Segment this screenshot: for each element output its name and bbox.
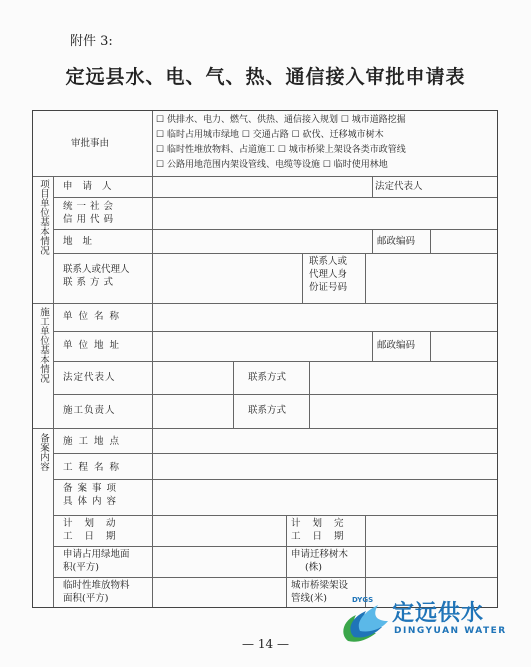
checkbox[interactable]: ☐: [340, 115, 352, 125]
credit-code-label: 统一社会 信用代码: [63, 201, 118, 225]
row-line: [53, 361, 497, 362]
project-section-label: 项目单位基本情况: [38, 179, 49, 255]
construction-section-label: 施工单位基本情况: [38, 307, 49, 383]
row-line: [53, 577, 497, 578]
address-label: 地址: [63, 236, 103, 247]
checkbox[interactable]: ☐: [156, 130, 167, 140]
row-line: [33, 428, 497, 429]
applicant-label: 申请人: [63, 181, 122, 192]
row-line: [33, 176, 497, 177]
checkbox[interactable]: ☐: [322, 160, 334, 170]
checkbox[interactable]: ☐: [156, 160, 167, 170]
unit-name-label: 单位名称: [63, 311, 126, 322]
col-line: [233, 361, 234, 428]
legal-rep-label: 法定代表人: [375, 181, 423, 192]
col-line: [372, 229, 373, 253]
unit-address-label: 单位地址: [63, 340, 126, 351]
col-line: [430, 331, 431, 361]
row-line: [53, 253, 497, 254]
application-form: [32, 110, 498, 608]
attachment-label: 附件 3:: [70, 34, 113, 49]
checkbox[interactable]: ☐: [277, 145, 289, 155]
page-number: — 14 —: [242, 637, 289, 651]
approval-label: 审批事由: [71, 138, 110, 149]
checkbox[interactable]: ☐: [291, 130, 303, 140]
col-line: [302, 253, 303, 303]
checkbox[interactable]: ☐: [241, 130, 253, 140]
manager-label: 施工负责人: [63, 405, 116, 416]
contact-method-label-2: 联系方式: [248, 405, 287, 416]
approval-option-row: ☐ 供排水、电力、燃气、供热、通信接入规划 ☐ 城市道路挖掘: [156, 115, 406, 125]
col-line: [53, 176, 54, 607]
project-name-label: 工程名称: [63, 462, 126, 473]
checkbox[interactable]: ☐: [156, 145, 167, 155]
site-label: 施工地点: [63, 436, 126, 447]
tree-relocation-label: 申请迁移树木 (株): [291, 549, 349, 573]
col-line: [365, 515, 366, 607]
col-line: [430, 229, 431, 253]
row-line: [53, 197, 497, 198]
row-line: [53, 453, 497, 454]
row-line: [53, 394, 497, 395]
col-line: [152, 111, 153, 607]
approval-option-row: ☐ 公路用地范围内架设管线、电缆等设施 ☐ 临时使用林地: [156, 160, 388, 170]
col-line: [372, 331, 373, 361]
row-line: [53, 515, 497, 516]
col-line: [309, 361, 310, 428]
contact-method-label: 联系方式: [248, 372, 287, 383]
row-line: [53, 479, 497, 480]
bridge-pipeline-label: 城市桥梁架设 管线(米): [291, 580, 349, 604]
planned-start-label: 计划动 工日期: [63, 518, 128, 542]
planned-end-label: 计划完 工日期: [291, 518, 356, 542]
filing-section-label: 备案内容: [38, 433, 49, 471]
contact-label: 联系人或代理人 联系方式: [63, 264, 130, 288]
checkbox[interactable]: ☐: [156, 115, 167, 125]
approval-option-row: ☐ 临时性堆放物料、占道施工 ☐ 城市桥梁上架设各类市政管线: [156, 145, 406, 155]
green-area-label: 申请占用绿地面 积(平方): [63, 549, 130, 573]
logo-mark: DYGS: [352, 596, 374, 604]
col-line: [286, 515, 287, 607]
row-line: [53, 546, 497, 547]
logo-name: 定远供水: [392, 601, 485, 626]
logo-subtitle: DINGYUAN WATER: [394, 626, 507, 636]
id-number-label: 联系人或 代理人身 份证号码: [309, 256, 348, 293]
row-line: [33, 303, 497, 304]
postal-code-label: 邮政编码: [377, 236, 416, 247]
col-line: [372, 176, 373, 197]
material-area-label: 临时性堆放物料 面积(平方): [63, 580, 130, 604]
approval-option-row: ☐ 临时占用城市绿地 ☐ 交通占路 ☐ 砍伐、迁移城市树木: [156, 130, 384, 140]
construction-legal-rep-label: 法定代表人: [63, 372, 116, 383]
filing-items-label: 备案事项 具体内容: [63, 483, 122, 507]
form-title: 定远县水、电、气、热、通信接入审批申请表: [65, 66, 466, 88]
postal-code-label-2: 邮政编码: [377, 340, 416, 351]
col-line: [365, 253, 366, 303]
